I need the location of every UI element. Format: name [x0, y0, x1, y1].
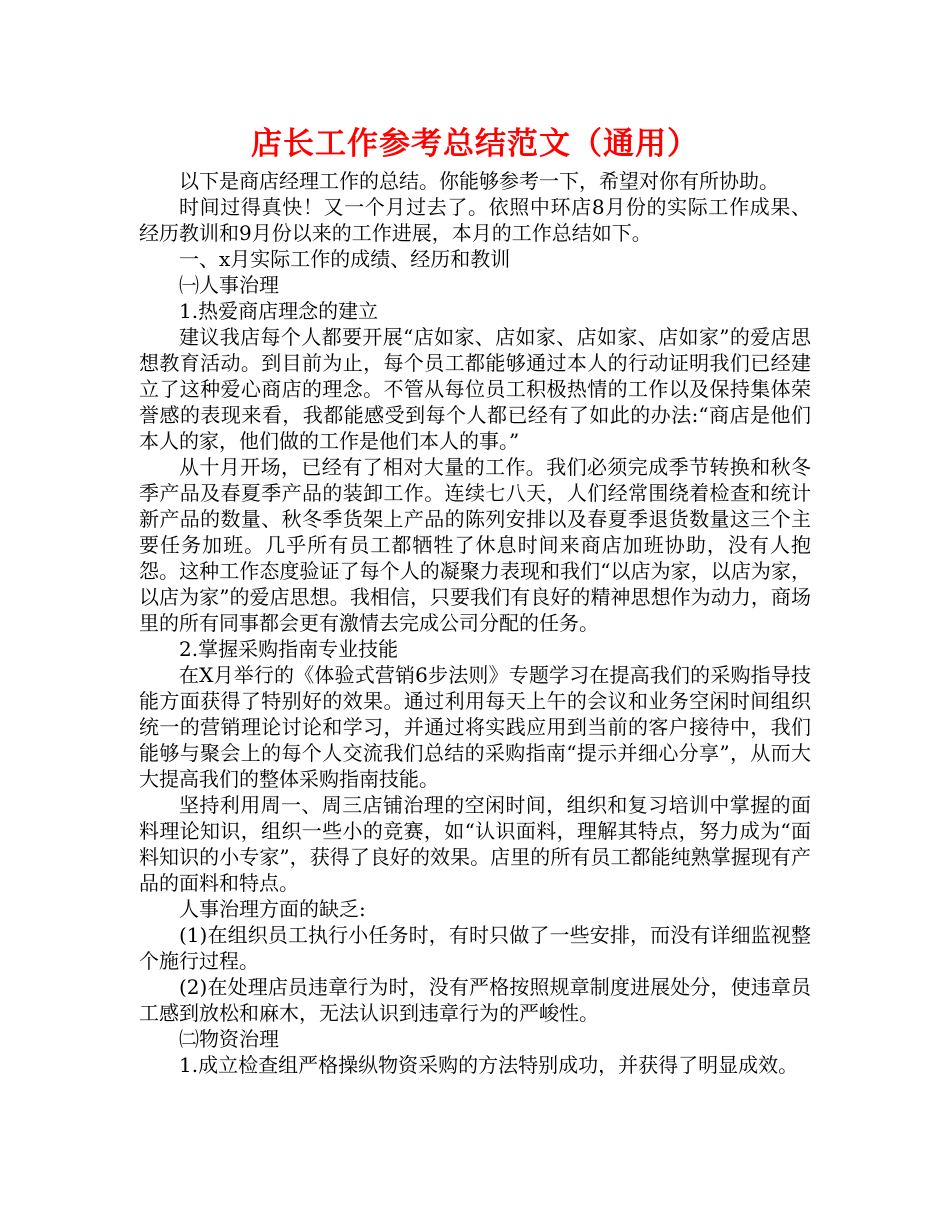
paragraph: 1.成立检查组严格操纵物资采购的方法特别成功，并获得了明显成效。 [179, 1053, 799, 1077]
paragraph: 以下是商店经理工作的总结。你能够参考一下，希望对你有所协助。 [179, 169, 779, 193]
document-title: 店长工作参考总结范文（通用） [251, 126, 699, 162]
list-item: (2)在处理店员违章行为时，没有严格按照规章制度进展处分，使违章员工感到放松和麻木，无法认识到违章行为的严峻性。 [139, 975, 811, 1025]
paragraph: 从十月开场，已经有了相对大量的工作。我们必须完成季节转换和秋冬季产品及春夏季产品的装卸工作。连续七八天，人们经常围绕着检查和统计新产品的数量、秋冬季货架上产品的陈列安排以及春夏季退货数量这三个主要任务加班。几乎所有员工都牺牲了休息时间来商店加班协助，没有人抱怨。这种工作态度验证了每个人的凝聚力表现和我们“以店为家，以店为家，以店为家”的爱店思想。我相信，只要我们有良好的精神思想作为动力，商场里的所有同事都会更有激情去完成公司分配的任务。 [139, 455, 811, 635]
item-heading: 1.热爱商店理念的建立 [179, 299, 379, 323]
paragraph: 坚持利用周一、周三店铺治理的空闲时间，组织和复习培训中掌握的面料理论知识，组织一些小的竞赛，如“认识面料，理解其特点，努力成为“面料知识的小专家”，获得了良好的效果。店里的所有员工都能纯熟掌握现有产品的面料和特点。 [139, 793, 811, 895]
paragraph: 在X月举行的《体验式营销6步法则》专题学习在提高我们的采购指导技能方面获得了特别好的效果。通过利用每天上午的会议和业务空闲时间组织统一的营销理论讨论和学习，并通过将实践应用到当前的客户接待中，我们能够与聚会上的每个人交流我们总结的采购指南“提示并细心分享”，从而大大提高我们的整体采购指南技能。 [139, 663, 811, 791]
section-heading: 一、x月实际工作的成绩、经历和教训 [179, 247, 511, 271]
item-heading: 2.掌握采购指南专业技能 [179, 637, 399, 661]
list-item: (1)在组织员工执行小任务时，有时只做了一些安排，而没有详细监视整个施行过程。 [139, 923, 811, 973]
subsection-heading: ㈠人事治理 [179, 273, 279, 297]
document-body [139, 168, 811, 1078]
paragraph: 时间过得真快！又一个月过去了。依照中环店8月份的实际工作成果、经历教训和9月份以来的工作进展，本月的工作总结如下。 [139, 195, 811, 245]
paragraph: 人事治理方面的缺乏: [179, 897, 366, 921]
subsection-heading: ㈡物资治理 [179, 1027, 279, 1051]
paragraph: 建议我店每个人都要开展“店如家、店如家、店如家、店如家”的爱店思想教育活动。到目前为止，每个员工都能够通过本人的行动证明我们已经建立了这种爱心商店的理念。不管从每位员工积极热情的工作以及保持集体荣誉感的表现来看，我都能感受到每个人都已经有了如此的办法:“商店是他们本人的家，他们做的工作是他们本人的事。” [139, 325, 811, 453]
